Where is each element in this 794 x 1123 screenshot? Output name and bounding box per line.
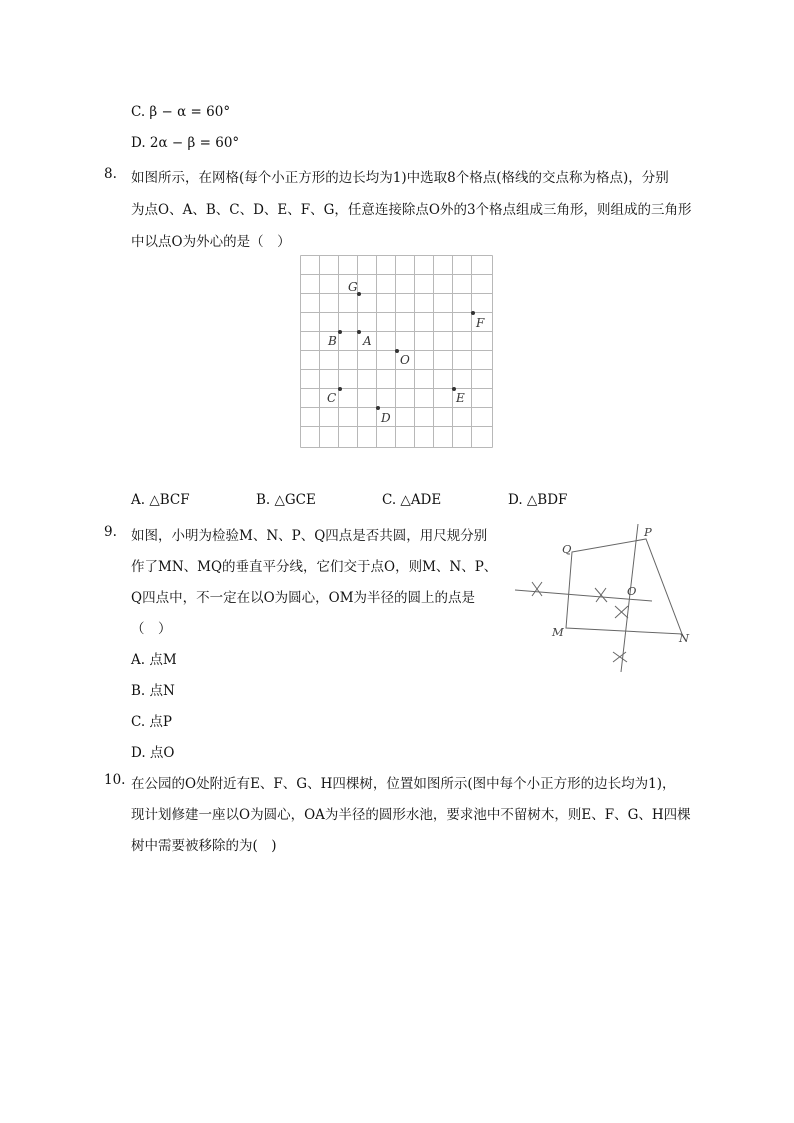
q9-text-line1: 如图，小明为检验M、N、P、Q四点是否共圆，用尺规分别 — [131, 528, 488, 544]
label-q: Q — [562, 542, 572, 556]
q10-text-line1: 在公园的O处附近有E、F、G、H四棵树，位置如图所示(图中每个小正方形的边长均为1)， — [131, 776, 676, 792]
label-n: N — [679, 631, 690, 645]
label-b: B — [328, 334, 337, 348]
q8-text-line3: 中以点O为外心的是（ ） — [131, 234, 291, 250]
point-f — [471, 311, 475, 315]
label-a: A — [363, 334, 372, 348]
q10-text-line3: 树中需要被移除的为( ) — [131, 838, 277, 854]
point-c — [338, 387, 342, 391]
q8-number: 8. — [104, 166, 117, 182]
perp-bisector-mn — [621, 524, 638, 672]
arc-mark — [595, 588, 607, 602]
label-g: G — [348, 280, 358, 294]
point-o — [395, 349, 399, 353]
point-d — [376, 406, 380, 410]
arc-mark — [532, 582, 542, 596]
label-p: P — [644, 525, 652, 539]
quadrilateral-mnpq — [566, 539, 682, 634]
q9-option-d: D. 点O — [131, 745, 175, 761]
q7-option-d: D. 2α − β = 60° — [131, 135, 240, 151]
q9-text-line2: 作了MN、MQ的垂直平分线，它们交于点O，则M、N、P、 — [131, 559, 498, 575]
q8-option-d: D. △BDF — [508, 492, 568, 508]
label-o: O — [400, 353, 410, 367]
label-c: C — [327, 391, 337, 405]
label-m: M — [552, 625, 564, 639]
q10-number: 10. — [104, 772, 126, 788]
point-a — [357, 330, 361, 334]
arc-mark — [615, 606, 628, 618]
q8-option-b: B. △GCE — [256, 492, 316, 508]
q7-option-c: C. β − α = 60° — [131, 104, 231, 120]
q8-option-a: A. △BCF — [131, 492, 190, 508]
q8-text-line2: 为点O、A、B、C、D、E、F、G，任意连接除点O外的3个格点组成三角形，则组成的三角形 — [131, 202, 692, 218]
q10-text-line2: 现计划修建一座以O为圆心，OA为半径的圆形水池，要求池中不留树木，则E、F、G、H四棵 — [131, 807, 691, 823]
q8-text-line1: 如图所示，在网格(每个小正方形的边长均为1)中选取8个格点(格线的交点称为格点)，分别 — [131, 170, 669, 186]
point-g — [357, 292, 361, 296]
arc-mark — [613, 652, 627, 662]
q9-option-a: A. 点M — [131, 652, 177, 668]
point-b — [338, 330, 342, 334]
q9-text-line4: （ ） — [131, 621, 172, 637]
label-f: F — [476, 316, 485, 330]
q9-option-b: B. 点N — [131, 683, 175, 699]
label-o: O — [627, 584, 637, 598]
q9-text-line3: Q四点中，不一定在以O为圆心，OM为半径的圆上的点是 — [131, 590, 476, 606]
q9-quadrilateral-figure — [510, 522, 700, 680]
label-d: D — [381, 411, 391, 425]
label-e: E — [456, 391, 465, 405]
q9-option-c: C. 点P — [131, 714, 173, 730]
q8-grid-figure — [300, 255, 496, 451]
q8-option-c: C. △ADE — [382, 492, 442, 508]
q9-number: 9. — [104, 524, 117, 540]
